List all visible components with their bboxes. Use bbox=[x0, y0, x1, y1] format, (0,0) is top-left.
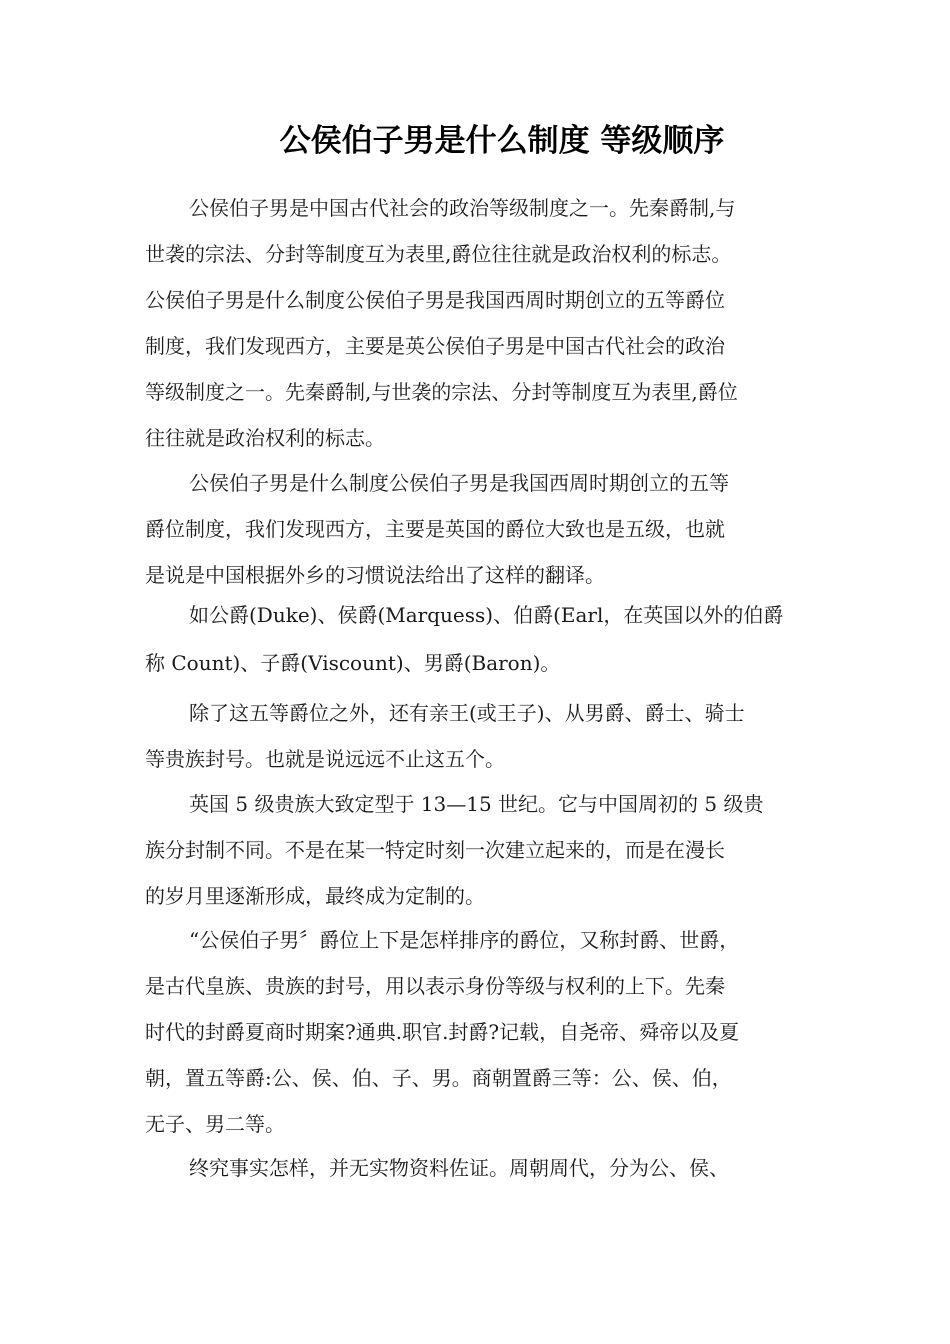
paragraph-line: 公侯伯子男是什么制度公侯伯子男是我国西周时期创立的五等 bbox=[189, 471, 729, 495]
paragraph-3 bbox=[145, 592, 810, 686]
paragraph-line: “公侯伯子男〞爵位上下是怎样排序的爵位，又称封爵、世爵， bbox=[189, 928, 740, 952]
paragraph-line: 世袭的宗法、分封等制度互为表里,爵位往往就是政治权利的标志。 bbox=[145, 242, 732, 266]
paragraph-7 bbox=[145, 1145, 810, 1191]
paragraph-line: 无子、男二等。 bbox=[145, 1112, 285, 1136]
paragraph-line: 朝，置五等爵:公、侯、伯、子、男。商朝置爵三等：公、侯、伯， bbox=[145, 1066, 732, 1090]
paragraph-4 bbox=[145, 690, 810, 782]
paragraph-line: 时代的封爵夏商时期案?通典.职官.封爵?记载，自尧帝、舜帝以及夏 bbox=[145, 1020, 740, 1044]
paragraph-line: 公侯伯子男是中国古代社会的政治等级制度之一。先秦爵制,与 bbox=[189, 196, 736, 220]
paragraph-line: 如公爵(Duke)、侯爵(Marquess)、伯爵(Earl，在英国以外的伯爵 bbox=[189, 603, 784, 627]
paragraph-line: 爵位制度，我们发现西方，主要是英国的爵位大致也是五级，也就 bbox=[145, 517, 725, 541]
paragraph-line: 称 Count)、子爵(Viscount)、男爵(Baron)。 bbox=[145, 651, 561, 675]
paragraph-line: 制度，我们发现西方，主要是英公侯伯子男是中国古代社会的政治 bbox=[145, 334, 725, 358]
paragraph-line: 是古代皇族、贵族的封号，用以表示身份等级与权利的上下。先秦 bbox=[145, 974, 725, 998]
paragraph-line: 英国 5 级贵族大致定型于 13—15 世纪。它与中国周初的 5 级贵 bbox=[189, 792, 764, 816]
paragraph-6 bbox=[145, 917, 810, 1147]
paragraph-line: 的岁月里逐渐形成，最终成为定制的。 bbox=[145, 884, 485, 908]
paragraph-5 bbox=[145, 781, 810, 919]
paragraph-line: 是说是中国根据外乡的习惯说法给出了这样的翻译。 bbox=[145, 563, 605, 587]
paragraph-line: 除了这五等爵位之外，还有亲王(或王子)、从男爵、爵士、骑士 bbox=[189, 701, 745, 725]
paragraph-1 bbox=[145, 185, 810, 461]
paragraph-line: 等贵族封号。也就是说远远不止这五个。 bbox=[145, 747, 505, 771]
paragraph-line: 公侯伯子男是什么制度公侯伯子男是我国西周时期创立的五等爵位 bbox=[145, 288, 725, 312]
paragraph-line: 往往就是政治权利的标志。 bbox=[145, 426, 385, 450]
paragraph-line: 终究事实怎样，并无实物资料佐证。周朝周代，分为公、侯、 bbox=[189, 1156, 729, 1180]
paragraph-2 bbox=[145, 460, 810, 598]
paragraph-line: 等级制度之一。先秦爵制,与世袭的宗法、分封等制度互为表里,爵位 bbox=[145, 380, 738, 404]
paragraph-line: 族分封制不同。不是在某一特定时刻一次建立起来的，而是在漫长 bbox=[145, 838, 725, 862]
document-title: 公侯伯子男是什么制度 等级顺序 bbox=[279, 123, 725, 159]
